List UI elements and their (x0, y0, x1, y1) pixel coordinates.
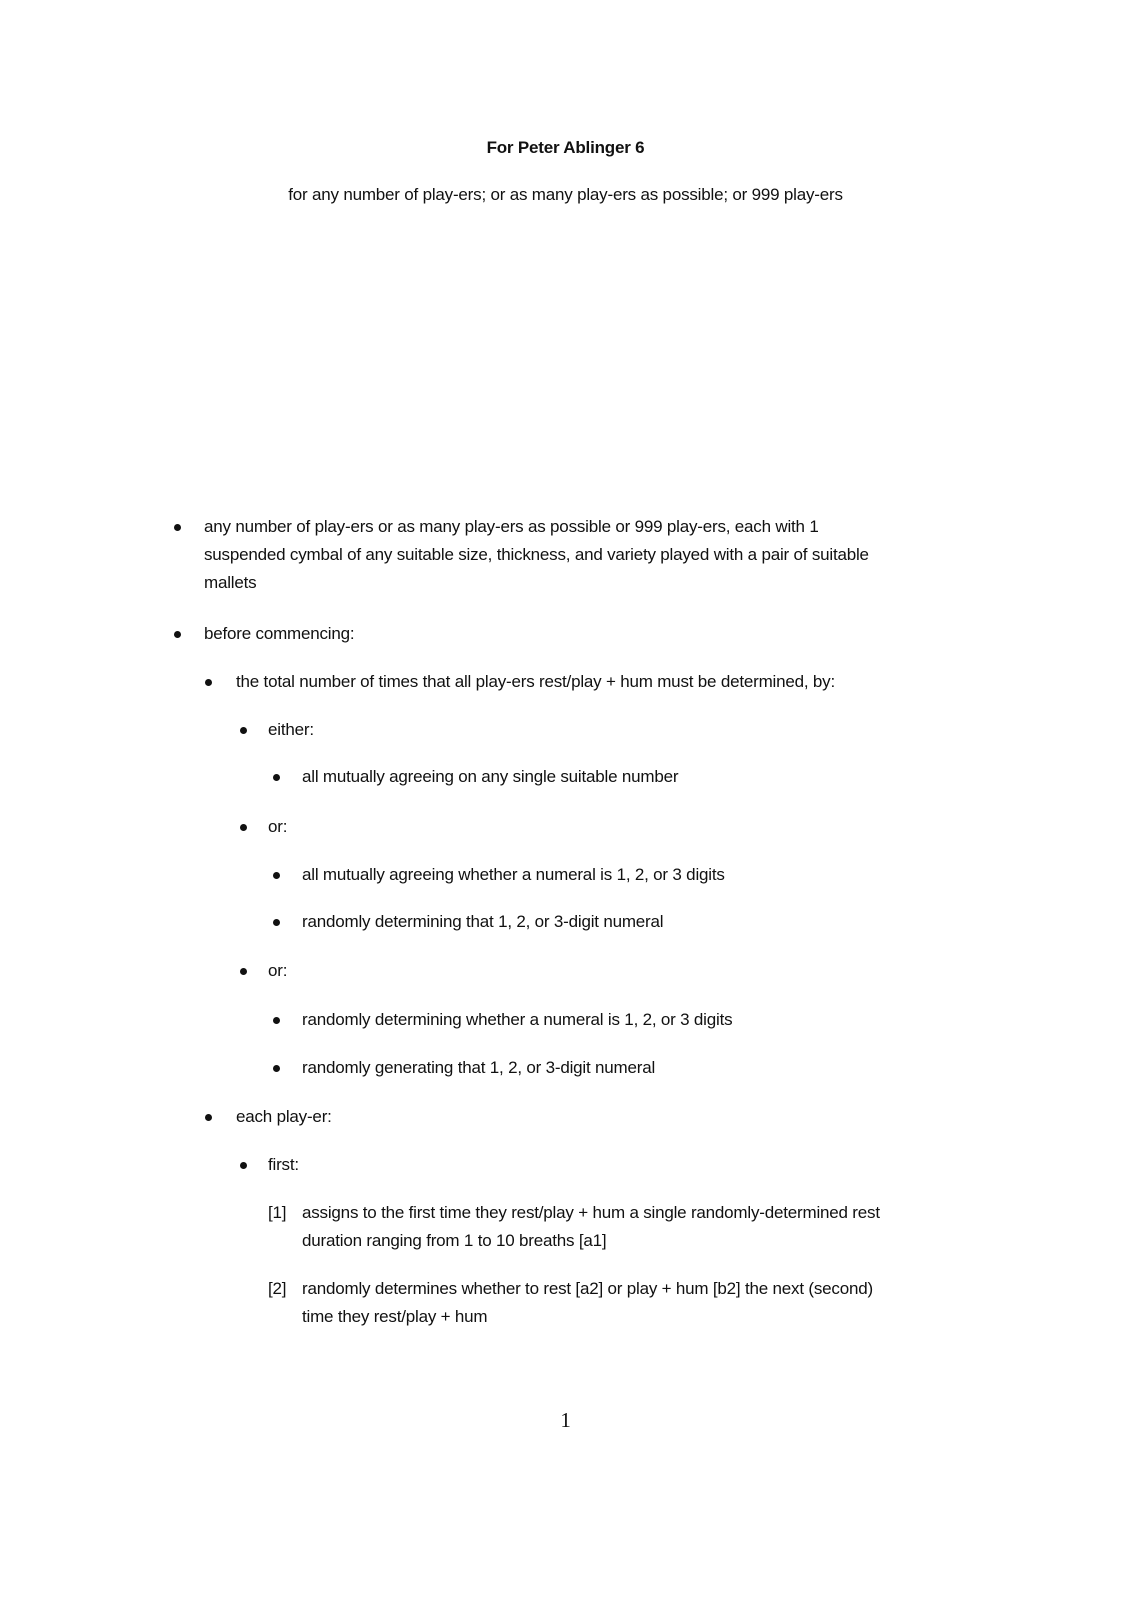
list-item-text: randomly determining whether a numeral is 1, 2, or 3 digits (302, 1010, 733, 1029)
bullet-icon (174, 631, 181, 638)
bullet-icon (240, 1162, 247, 1169)
list-item-text: suspended cymbal of any suitable size, thickness, and variety played with a pair of suitable (204, 545, 869, 564)
bullet-icon (205, 679, 212, 686)
list-item-text: mallets (204, 573, 257, 592)
bullet-icon (240, 968, 247, 975)
list-item-text: assigns to the first time they rest/play + hum a single randomly-determined rest (302, 1203, 880, 1222)
bullet-icon (174, 524, 181, 531)
bullet-icon (273, 919, 280, 926)
bullet-icon (240, 727, 247, 734)
list-item-text: time they rest/play + hum (302, 1307, 488, 1326)
list-item-text: randomly generating that 1, 2, or 3-digit numeral (302, 1058, 656, 1077)
list-item-text: any number of play-ers or as many play-ers as possible or 999 play-ers, each with 1 (204, 517, 819, 536)
list-item-text: or: (268, 817, 288, 836)
list-item-text: before commencing: (204, 624, 355, 643)
bullet-icon (273, 774, 280, 781)
list-item-text: duration ranging from 1 to 10 breaths [a1] (302, 1231, 607, 1250)
bullet-icon (240, 824, 247, 831)
document-title: For Peter Ablinger 6 (486, 138, 645, 157)
list-item-text: the total number of times that all play-ers rest/play + hum must be determined, by: (236, 672, 835, 691)
list-item-text: first: (268, 1155, 299, 1174)
list-item-text: all mutually agreeing whether a numeral is 1, 2, or 3 digits (302, 865, 725, 884)
bullet-icon (273, 872, 280, 879)
list-marker: [2] (268, 1279, 287, 1298)
bullet-icon (205, 1114, 212, 1121)
bullet-icon (273, 1017, 280, 1024)
page-number: 1 (560, 1408, 571, 1432)
list-marker: [1] (268, 1203, 287, 1222)
list-item-text: or: (268, 961, 288, 980)
list-item-text: each play-er: (236, 1107, 332, 1126)
list-item-text: randomly determines whether to rest [a2] or play + hum [b2] the next (second) (302, 1279, 873, 1298)
list-item-text: either: (268, 720, 314, 739)
bullet-icon (273, 1065, 280, 1072)
list-item-text: all mutually agreeing on any single suitable number (302, 767, 679, 786)
document-subtitle: for any number of play-ers; or as many play-ers as possible; or 999 play-ers (288, 185, 843, 204)
list-item-text: randomly determining that 1, 2, or 3-digit numeral (302, 912, 664, 931)
